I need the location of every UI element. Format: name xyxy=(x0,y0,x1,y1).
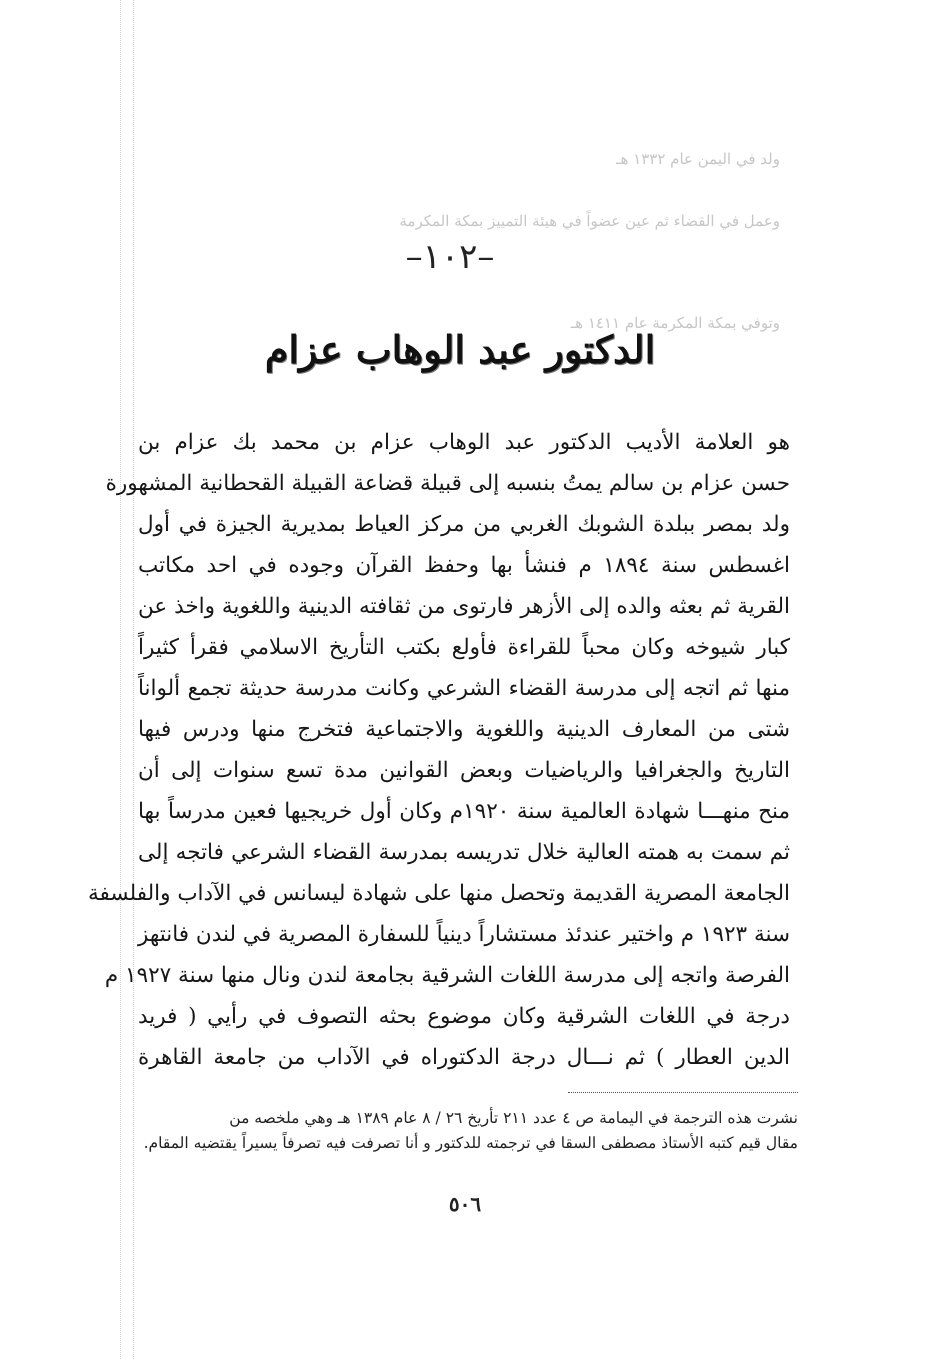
footnote-divider xyxy=(568,1092,798,1093)
body-line: درجة في اللغات الشرقية وكان موضوع بحثه التصوف في رأيي ( فريد xyxy=(138,1004,790,1029)
body-line: التاريخ والجغرافيا والرياضيات وبعض القوانين مدة تسع سنوات إلى أن xyxy=(138,758,790,783)
biography-body xyxy=(88,422,791,1078)
body-line: منح منهـــا شهادة العالمية سنة ١٩٢٠م وكان أول خريجيها فعين مدرساً بها xyxy=(138,799,791,824)
body-line: الفرصة واتجه إلى مدرسة اللغات الشرقية بجامعة لندن ونال منها سنة ١٩٢٧ م xyxy=(104,963,790,988)
entry-number: –١٠٢– xyxy=(405,237,495,277)
bleed-through-text: وعمل في القضاء ثم عين عضواً في هيئة التمييز بمكة المكرمة xyxy=(399,212,780,230)
footnote-line: مقال قيم كتبه الأستاذ مصطفى السقا في ترجمته للدكتور و أنا تصرفت فيه تصرفاً يسيراً يقتضيه المقام. xyxy=(143,1134,798,1152)
footnote xyxy=(138,1106,798,1156)
body-line: ولد بمصر ببلدة الشوبك الغربي من مركز العياط بمديرية الجيزة في أول xyxy=(138,512,790,537)
body-line: حسن عزام بن سالم يمتُ بنسبه إلى قبيلة قضاعة القبيلة القحطانية المشهورة xyxy=(105,471,790,496)
bleed-through-text: وتوفي بمكة المكرمة عام ١٤١١ هـ xyxy=(570,314,780,332)
body-line: اغسطس سنة ١٨٩٤ م فنشأ بها وحفظ القرآن وجوده في احد مكاتب xyxy=(138,553,790,578)
scan-artifact-line xyxy=(120,0,121,1359)
body-line: كبار شيوخه وكان محباً للقراءة فأولع بكتب التأريخ الاسلامي فقرأ كثيراً xyxy=(138,635,790,660)
scan-artifact-line xyxy=(133,0,134,1359)
page-number: ٥٠٦ xyxy=(448,1192,482,1216)
body-line: القرية ثم بعثه والده إلى الأزهر فارتوى من ثقافته الدينية واللغوية واخذ عن xyxy=(138,594,790,619)
body-line: الجامعة المصرية القديمة وتحصل منها على شهادة ليسانس في الآداب والفلسفة xyxy=(88,881,790,906)
body-line: شتى من المعارف الدينية واللغوية والاجتماعية فتخرج منها ودرس فيها xyxy=(138,717,790,742)
footnote-line: نشرت هذه الترجمة في اليمامة ص ٤ عدد ٢١١ تأريخ ٢٦ / ٨ عام ١٣٨٩ هـ وهي ملخصه من xyxy=(229,1109,798,1127)
body-line: سنة ١٩٢٣ م واختير عندئذ مستشاراً دينياً للسفارة المصرية في لندن فانتهز xyxy=(138,922,790,947)
body-line: منها ثم اتجه إلى مدرسة القضاء الشرعي وكانت مدرسة حديثة تجمع ألواناً xyxy=(138,676,790,701)
body-line: الدين العطار ) ثم نـــال درجة الدكتوراه في الآداب من جامعة القاهرة xyxy=(138,1045,790,1070)
bleed-through-text: ولد في اليمن عام ١٣٣٢ هـ xyxy=(616,150,780,168)
body-line: ثم سمت به همته العالية خلال تدريسه بمدرسة القضاء الشرعي فاتجه إلى xyxy=(138,840,790,865)
body-line: هو العلامة الأديب الدكتور عبد الوهاب عزام بن محمد بك عزام بن xyxy=(138,430,790,455)
page-title: الدكتور عبد الوهاب عزام xyxy=(264,327,656,372)
